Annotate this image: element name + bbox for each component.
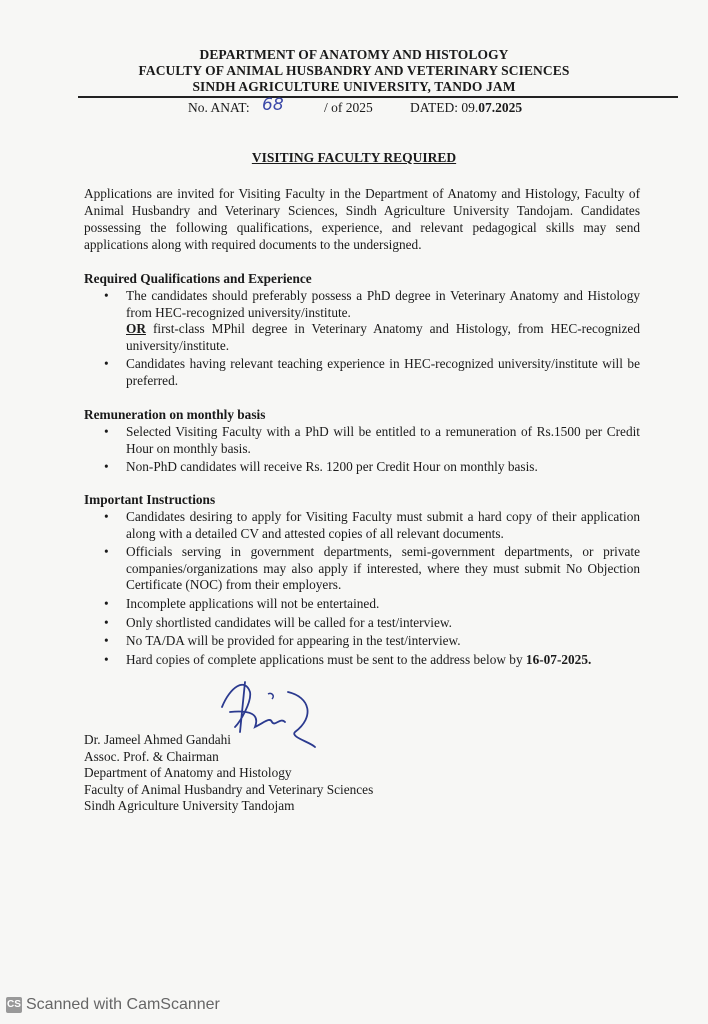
signatory-faculty: Faculty of Animal Husbandry and Veterinary Sciences (84, 781, 374, 797)
list-item (104, 615, 640, 632)
date-line (410, 100, 522, 116)
intro-paragraph: Applications are invited for Visiting Faculty in the Department of Anatomy and Histology, Faculty of Animal Husbandry and Veterinary Sciences, Sindh Agriculture University Tandojam. Candidates possessing the following qualifications, experience, and relevant pedagogical skills may send applications along with required documents to the undersigned. (84, 186, 640, 252)
instructions-heading: Important Instructions (84, 492, 216, 507)
instruction-deadline-text: Hard copies of complete applications must be sent to the address below by (126, 651, 526, 667)
instruction-shortlisted: Only shortlisted candidates will be called for a test/interview. (126, 614, 452, 630)
list-item (104, 288, 640, 354)
signatory-department: Department of Anatomy and Histology (84, 765, 292, 781)
instruction-no-tada: No TA/DA will be provided for appearing in the test/interview. (126, 633, 461, 649)
qualification-phd: The candidates should preferably possess a PhD degree in Veterinary Anatomy and Histology from HEC-recognized university/institute. (126, 288, 640, 320)
bullet-icon: • (104, 459, 109, 475)
header-faculty: FACULTY OF ANIMAL HUSBANDRY AND VETERINARY SCIENCES (138, 63, 570, 78)
list-item (104, 596, 640, 613)
qualifications-list (104, 288, 640, 392)
instruction-hard-copy: Candidates desiring to apply for Visiting Faculty must submit a hard copy of their application along with a detailed CV and attested copies of all relevant documents. (126, 509, 640, 541)
instruction-deadline-date: 16-07-2025. (525, 651, 592, 667)
camscanner-text: Scanned with CamScanner (26, 996, 220, 1013)
bullet-icon: • (104, 356, 109, 372)
bullet-icon: • (104, 614, 109, 630)
camscanner-watermark (6, 996, 220, 1014)
signatory-block (84, 732, 373, 815)
or-label: OR (126, 321, 146, 337)
camscanner-logo-icon: CS (6, 997, 22, 1013)
signatory-title: Assoc. Prof. & Chairman (84, 748, 219, 764)
instruction-noc: Officials serving in government departments, semi-government departments, or private companies/organizations may also apply if interested, where they must submit No Objection Certificate (NOC) from their employers. (126, 544, 640, 593)
list-item (104, 633, 640, 650)
list-item (104, 424, 640, 457)
remuneration-heading: Remuneration on monthly basis (84, 407, 266, 422)
date-label: DATED: 09. (410, 100, 479, 115)
bullet-icon: • (104, 544, 109, 560)
list-item (104, 509, 640, 542)
ref-number-handwritten: 68 (262, 95, 284, 115)
qualification-experience: Candidates having relevant teaching experience in HEC-recognized university/institute will be preferred. (126, 356, 640, 388)
instructions-list (104, 509, 640, 670)
ref-year: / of 2025 (324, 100, 373, 115)
remuneration-non-phd: Non-PhD candidates will receive Rs. 1200 per Credit Hour on monthly basis. (126, 459, 538, 475)
list-item (104, 459, 640, 476)
bullet-icon: • (104, 633, 109, 649)
bullet-icon: • (104, 288, 109, 303)
remuneration-list (104, 424, 640, 478)
bullet-icon: • (104, 509, 109, 524)
page-title: VISITING FACULTY REQUIRED (251, 150, 457, 165)
signatory-name: Dr. Jameel Ahmed Gandahi (84, 732, 231, 747)
header-department: DEPARTMENT OF ANATOMY AND HISTOLOGY (199, 47, 509, 62)
list-item (104, 544, 640, 594)
remuneration-phd: Selected Visiting Faculty with a PhD will be entitled to a remuneration of Rs.1500 per Credit Hour on monthly basis. (126, 424, 640, 456)
ref-number-label: No. ANAT: (188, 100, 250, 115)
bullet-icon: • (104, 424, 109, 439)
date-value: 07.2025 (478, 100, 523, 115)
list-item (104, 652, 640, 669)
bullet-icon: • (104, 595, 109, 611)
header-divider (78, 96, 678, 98)
header-university: SINDH AGRICULTURE UNIVERSITY, TANDO JAM (192, 79, 516, 94)
signatory-university: Sindh Agriculture University Tandojam (84, 798, 295, 814)
instruction-incomplete: Incomplete applications will not be entertained. (126, 595, 380, 611)
bullet-icon: • (104, 651, 109, 667)
qualification-mphil: first-class MPhil degree in Veterinary Anatomy and Histology, from HEC-recognized university/institute. (126, 321, 640, 353)
list-item (104, 356, 640, 389)
qualifications-heading: Required Qualifications and Experience (84, 271, 312, 286)
